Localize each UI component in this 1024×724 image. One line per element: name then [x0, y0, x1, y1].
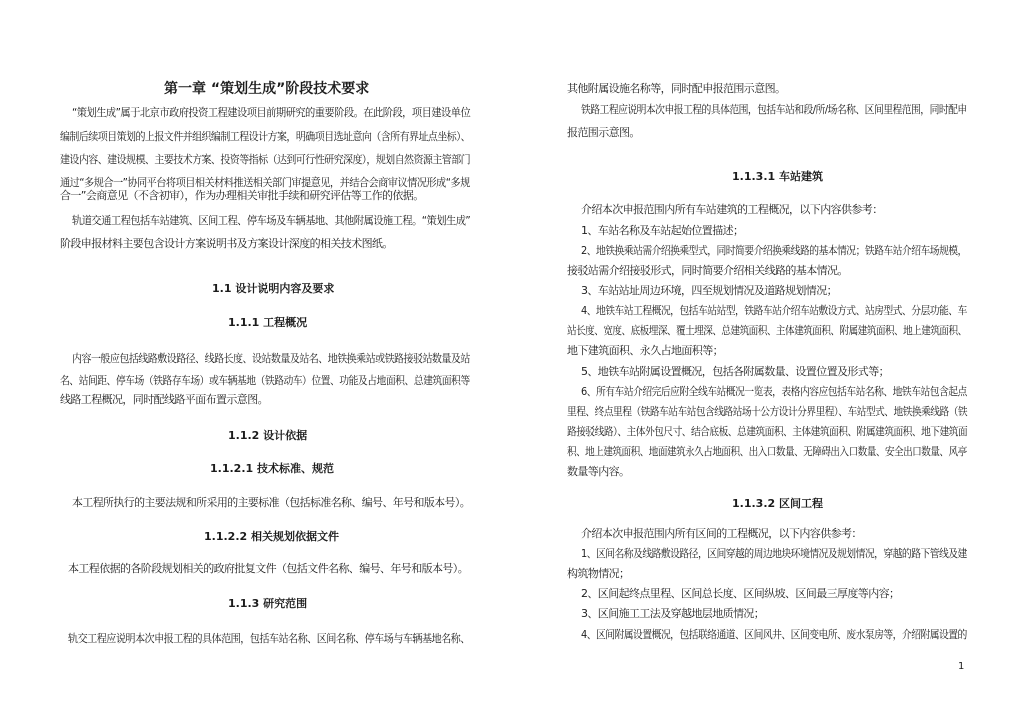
right-top-line-2: 铁路工程应说明本次申报工程的具体范围，包括车站和段/所/场名称、区间里程范围，同时配申 — [581, 103, 967, 116]
heading-1-1-3-1: 1.1.3.1 车站建筑 — [732, 170, 823, 183]
section-line-6: 4、区间附属设置概况，包括联络通道、区间风井、区间变电所、废水泵房等，介绍附属设置的 — [581, 628, 967, 641]
station-line-4: 接驳站需介绍接驳形式，同时简要介绍相关线路的基本情况。 — [567, 264, 848, 277]
section-line-2: 1、区间名称及线路敷设路径，区间穿越的周边地块环境情况及规划情况，穿越的路下管线及建 — [581, 547, 967, 560]
intro-line-1: “策划生成”属于北京市政府投资工程建设项目前期研究的重要阶段。在此阶段，项目建设单位 — [72, 106, 471, 119]
section-line-5: 3、区间施工工法及穿越地层地质情况； — [581, 607, 765, 620]
station-line-10: 6、所有车站介绍完后应附全线车站概况一览表，表格内容应包括车站名称、地铁车站包含起点 — [581, 385, 967, 398]
section-line-1: 介绍本次申报范围内所有区间的工程概况，以下内容供参考： — [581, 527, 862, 540]
page-number: 1 — [958, 661, 965, 672]
chapter-title: 第一章 “策划生成”阶段技术要求 — [164, 81, 370, 97]
station-line-7: 站长度、宽度、底板埋深、覆土埋深、总建筑面积、主体建筑面积、附属建筑面积、地上建筑面积、 — [567, 324, 967, 337]
scope-line: 轨交工程应说明本次申报工程的具体范围，包括车站名称、区间名称、停车场与车辆基地名称、 — [68, 632, 470, 645]
heading-1-1-1: 1.1.1 工程概况 — [228, 316, 308, 329]
heading-1-1: 1.1 设计说明内容及要求 — [212, 282, 335, 295]
overview-line-2: 名、站间距、停车场（铁路存车场）或车辆基地（铁路动车）位置、功能及占地面积、总建筑面积等 — [60, 374, 470, 387]
station-line-11: 里程、终点里程（铁路车站车站包含线路站场十公方设计分界里程）、车站型式、地铁换乘线路（铁 — [567, 405, 968, 418]
station-line-14: 数量等内容。 — [567, 465, 630, 478]
station-line-12: 路接驳线路）、主体外包尺寸、结合底板、总建筑面积、主体建筑面积、附属建筑面积、地下建筑面 — [567, 425, 968, 438]
overview-line-3: 线路工程概况，同时配线路平面布置示意图。 — [60, 393, 268, 406]
intro-line-2: 编制后续项目策划的上报文件并组织编制工程设计方案，明确项目选址意向（含所有界址点坐标）、 — [60, 130, 471, 143]
intro-line-7: 阶段申报材料主要包含设计方案说明书及方案设计深度的相关技术图纸。 — [60, 237, 393, 250]
station-line-3: 2、地铁换乘站需介绍换乘型式，同时简要介绍换乘线路的基本情况；铁路车站介绍车场规模， — [581, 244, 967, 257]
station-line-5: 3、车站站址周边环境，四至规划情况及道路规划情况； — [581, 284, 837, 297]
planning-line: 本工程依据的各阶段规划相关的政府批复文件（包括文件名称、编号、年号和版本号）。 — [68, 562, 469, 575]
heading-1-1-3: 1.1.3 研究范围 — [228, 597, 308, 610]
section-line-4: 2、区间起终点里程、区间总长度、区间纵坡、区间最三厚度等内容； — [581, 587, 900, 600]
section-line-3: 构筑物情况； — [567, 567, 630, 580]
standards-line: 本工程所执行的主要法规和所采用的主要标准（包括标准名称、编号、年号和版本号）。 — [72, 496, 471, 509]
heading-1-1-3-2: 1.1.3.2 区间工程 — [732, 497, 823, 510]
heading-1-1-2-1: 1.1.2.1 技术标准、规范 — [210, 462, 334, 475]
station-line-1: 介绍本次申报范围内所有车站建筑的工程概况，以下内容供参考： — [581, 203, 883, 216]
station-line-6: 4、地铁车站工程概况，包括车站站型，铁路车站介绍车站敷设方式、站房型式、分层功能、车 — [581, 304, 967, 317]
right-top-line-1: 其他附属设施名称等，同时配申报范围示意图。 — [567, 82, 786, 95]
intro-line-4: 通过“多规合一”协同平台将项目相关材料推送相关部门审提意见，并结合会商审议情况形成“多规 — [60, 176, 470, 189]
intro-line-3: 建设内容、建设规模、主要技术方案、投资等指标（达到可行性研究深度），规划自然资源主管部门 — [60, 153, 471, 166]
station-line-13: 积、地上建筑面积、地面建筑永久占地面积、出入口数量、无障碍出入口数量、安全出口数量、风亭 — [567, 445, 967, 458]
heading-1-1-2: 1.1.2 设计依据 — [228, 429, 308, 442]
intro-line-6: 轨道交通工程包括车站建筑、区间工程、停车场及车辆基地、其他附属设施工程。“策划生成” — [72, 214, 471, 227]
overview-line-1: 内容一般应包括线路敷设路径、线路长度、设站数量及站名、地铁换乘站或铁路接驳站数量及站 — [72, 352, 470, 365]
heading-1-1-2-2: 1.1.2.2 相关规划依据文件 — [204, 530, 339, 543]
station-line-8: 地下建筑面积、永久占地面积等； — [567, 344, 723, 357]
station-line-9: 5、地铁车站附属设置概况，包括各附属数量、设置位置及形式等； — [581, 365, 889, 378]
right-top-line-3: 报范围示意图。 — [567, 126, 640, 139]
station-line-2: 1、车站名称及车站起始位置描述； — [581, 224, 744, 237]
intro-line-5: 合一”会商意见（不含初审），作为办理相关审批手续和研究评估等工作的依据。 — [60, 189, 424, 202]
